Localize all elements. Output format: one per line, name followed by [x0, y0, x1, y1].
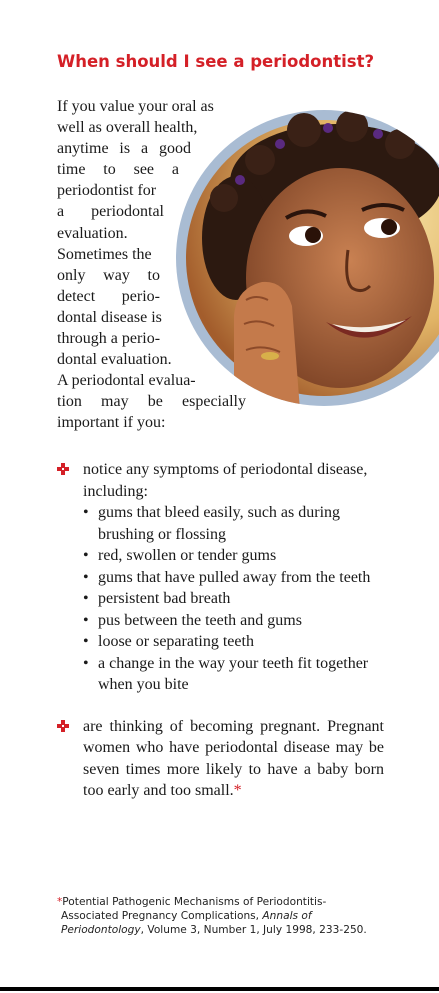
- sub-list-item: • gums that have pulled away from the teeth: [83, 567, 384, 589]
- symptom-list: [57, 459, 384, 802]
- intro-line: tion may be especially: [57, 393, 246, 411]
- sub-list-item: • loose or separating teeth: [83, 631, 384, 653]
- footnote-marker: *: [233, 782, 242, 799]
- bottom-rule: [0, 987, 439, 991]
- list-item: [57, 459, 384, 696]
- list-item-text: [83, 716, 384, 802]
- intro-line: dontal disease is: [57, 308, 162, 326]
- intro-line: Sometimes the: [57, 245, 152, 263]
- sub-list-item: • gums that bleed easily, such as during brushing or flossing: [83, 502, 384, 545]
- footnote-marker: *: [57, 896, 63, 908]
- footnote-text: Associated Pregnancy Complications,: [61, 910, 263, 922]
- journal-name: Annals of: [262, 910, 312, 922]
- cross-icon: [57, 463, 69, 475]
- footnote-line: [57, 895, 367, 909]
- page-title: When should I see a periodontist?: [57, 52, 375, 71]
- footnote-text: Potential Pathogenic Mechanisms of Periodontitis-: [62, 896, 327, 908]
- journal-name: Periodontology: [61, 924, 141, 936]
- intro-line: A periodontal evalua-: [57, 372, 196, 390]
- intro-line: If you value your oral as: [57, 98, 214, 115]
- symptom-sublist: [83, 502, 384, 696]
- footnote-text: , Volume 3, Number 1, July 1998, 233-250.: [140, 924, 367, 936]
- intro-line: dontal evaluation.: [57, 351, 172, 369]
- sub-list-item: • red, swollen or tender gums: [83, 545, 384, 567]
- intro-line: through a perio-: [57, 330, 161, 348]
- intro-line: periodontist for: [57, 182, 157, 200]
- list-item-text: notice any symptoms of periodontal disease, including:: [83, 461, 368, 500]
- footnote-line: [57, 909, 367, 923]
- intro-line: time to see a: [57, 161, 179, 179]
- intro-line: important if you:: [57, 414, 166, 432]
- intro-line: evaluation.: [57, 224, 128, 242]
- intro-line: well as overall health,: [57, 119, 198, 137]
- intro-line: anytime is a good: [57, 140, 191, 158]
- list-item: [57, 716, 384, 802]
- sub-list-item: • pus between the teeth and gums: [83, 610, 384, 632]
- intro-line: a periodontal: [57, 203, 164, 221]
- cross-icon: [57, 720, 69, 732]
- pregnancy-text: are thinking of becoming pregnant. Pregnant women who have periodontal disease may be seven times more likely to have a baby born too early and too small.: [83, 717, 384, 799]
- sub-list-item: • a change in the way your teeth fit together when you bite: [83, 653, 384, 696]
- footnote-line: [57, 923, 367, 937]
- footnote: [57, 895, 367, 937]
- sub-list-item: • persistent bad breath: [83, 588, 384, 610]
- intro-line: only way to: [57, 266, 160, 284]
- intro-line: detect perio-: [57, 287, 160, 305]
